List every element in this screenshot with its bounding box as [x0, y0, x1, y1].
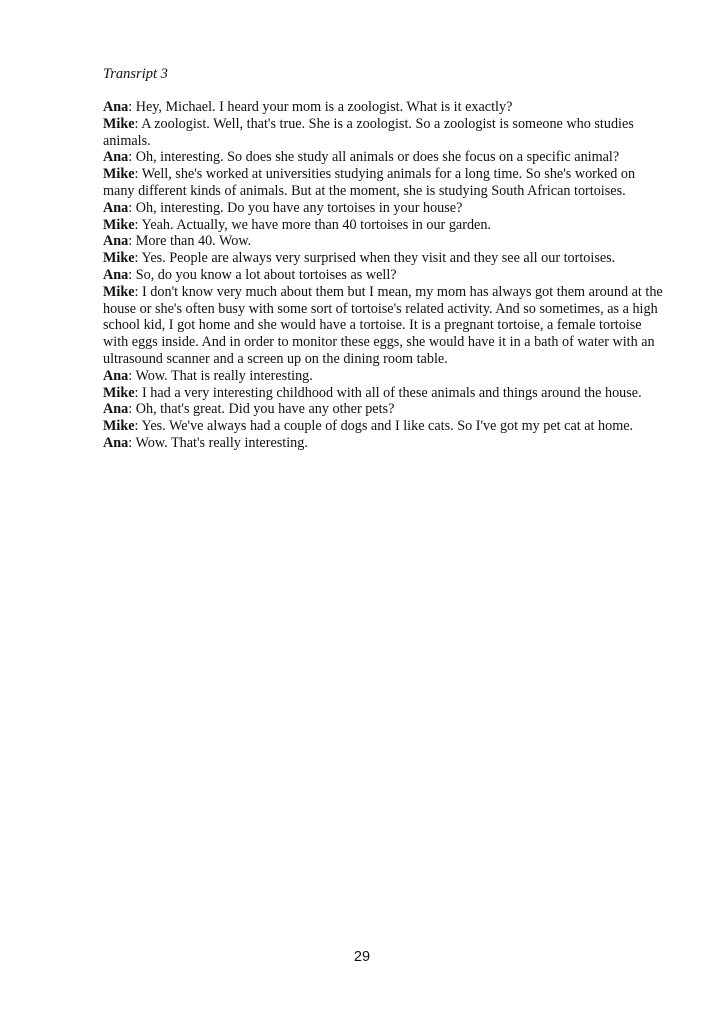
speaker-name: Mike — [103, 166, 135, 183]
dialogue-line — [103, 284, 663, 368]
dialogue-line — [103, 401, 663, 418]
dialogue-text: : Oh, that's great. Did you have any other pets? — [128, 401, 395, 418]
dialogue-line — [103, 116, 663, 150]
dialogue-text: : Hey, Michael. I heard your mom is a zoologist. What is it exactly? — [128, 99, 513, 115]
dialogue-text: : Wow. That is really interesting. — [128, 367, 313, 384]
dialogue-text: : Yes. People are always very surprised when they visit and they see all our tortoises. — [134, 250, 616, 267]
dialogue-line — [103, 418, 663, 435]
speaker-name: Mike — [103, 283, 135, 300]
dialogue-line — [103, 435, 663, 452]
dialogue-line — [103, 385, 663, 402]
speaker-name: Ana — [103, 233, 129, 250]
page-number: 29 — [353, 949, 371, 965]
dialogue-line — [103, 217, 663, 234]
transcript-body — [103, 99, 663, 452]
dialogue-line — [103, 368, 663, 385]
dialogue-text: : Oh, interesting. So does she study all animals or does she focus on a specific animal? — [128, 149, 620, 166]
dialogue-text: : I don't know very much about them but I mean, my mom has always got them around at the house or she's often busy with some sort of tortoise's related activity. And so sometimes, as a high school kid, I got home and she would have a tortoise. It is a pregnant tortoise, a female tortoise with eggs inside. And in order to monitor these eggs, she would have it in a bath of water with an ultrasound scanner and a screen up on the dining room table. — [103, 283, 663, 367]
dialogue-line — [103, 250, 663, 267]
speaker-name: Mike — [103, 250, 135, 267]
transcript-heading: Transript 3 — [103, 66, 168, 82]
dialogue-line — [103, 99, 663, 116]
dialogue-line — [103, 166, 663, 200]
speaker-name: Ana — [103, 401, 129, 418]
speaker-name: Ana — [103, 149, 129, 166]
speaker-name: Mike — [103, 418, 135, 435]
dialogue-line — [103, 149, 663, 166]
dialogue-text: : Wow. That's really interesting. — [128, 434, 308, 451]
speaker-name: Ana — [103, 199, 129, 216]
dialogue-text: : A zoologist. Well, that's true. She is a zoologist. So a zoologist is someone who studies animals. — [103, 115, 634, 149]
speaker-name: Mike — [103, 216, 135, 233]
speaker-name: Ana — [103, 434, 129, 451]
speaker-name: Ana — [103, 99, 129, 115]
dialogue-text: : Well, she's worked at universities studying animals for a long time. So she's worked on many different kinds of animals. But at the moment, she is studying South African tortoises. — [103, 166, 636, 199]
speaker-name: Ana — [103, 367, 129, 384]
dialogue-line — [103, 233, 663, 250]
dialogue-text: : Yes. We've always had a couple of dogs and I like cats. So I've got my pet cat at home. — [134, 418, 634, 435]
speaker-name: Mike — [103, 115, 135, 132]
dialogue-line — [103, 200, 663, 217]
dialogue-text: : Yeah. Actually, we have more than 40 tortoises in our garden. — [134, 216, 491, 233]
dialogue-text: : I had a very interesting childhood with all of these animals and things around the house. — [134, 384, 642, 401]
speaker-name: Mike — [103, 384, 135, 401]
dialogue-text: : So, do you know a lot about tortoises as well? — [128, 266, 397, 283]
speaker-name: Ana — [103, 266, 129, 283]
dialogue-line — [103, 267, 663, 284]
dialogue-text: : More than 40. Wow. — [128, 233, 252, 250]
dialogue-text: : Oh, interesting. Do you have any tortoises in your house? — [128, 199, 463, 216]
